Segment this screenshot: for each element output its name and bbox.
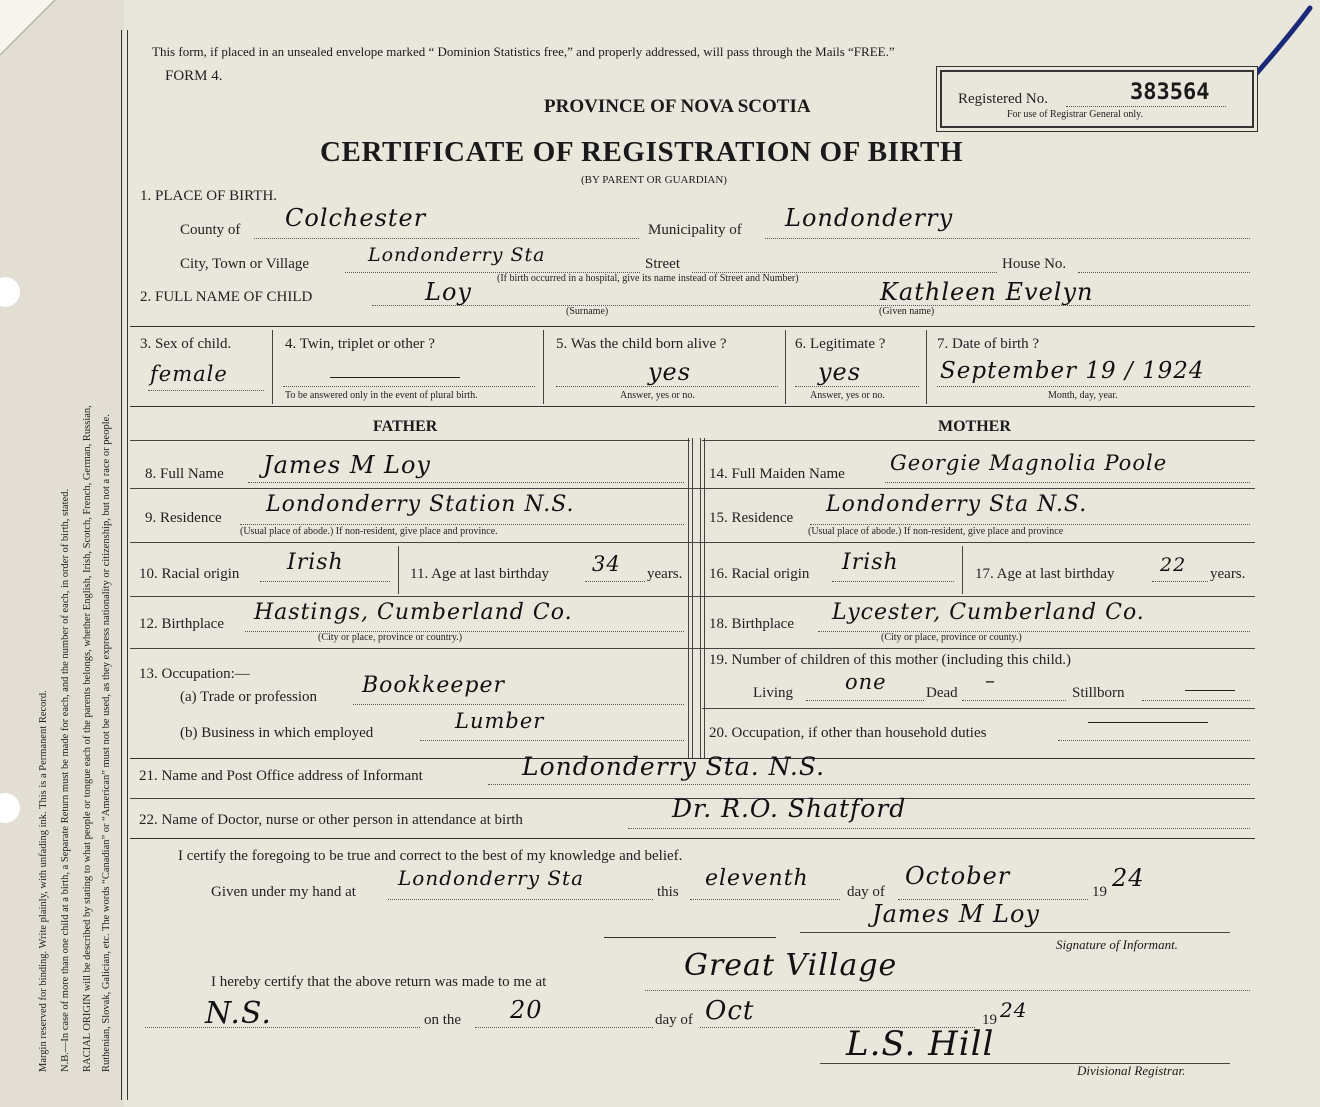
mother-racial-origin-value[interactable]: Irish [842, 550, 899, 575]
sex-line [148, 390, 264, 391]
father-racial-origin-line [260, 581, 390, 582]
doctor-line [628, 828, 1250, 829]
father-name-line [248, 482, 684, 483]
house-number-label: House No. [1002, 256, 1067, 272]
mother-heading: MOTHER [938, 418, 1011, 435]
given-place-value[interactable]: Londonderry Sta [398, 866, 585, 890]
dead-value[interactable]: – [985, 668, 996, 692]
father-birthplace-value[interactable]: Hastings, Cumberland Co. [254, 600, 573, 625]
city-label: City, Town or Village [180, 256, 310, 272]
house-number-line [1078, 272, 1250, 273]
given-place-line [388, 899, 653, 900]
margin-note-multiple-births: N.B.—In case of more than one child at a birth, a Separate Return must be made for each, and the number of each, in order of birth, stated. [60, 488, 71, 1072]
legitimate-line [795, 386, 919, 387]
informant-label: 21. Name and Post Office address of Informant [139, 768, 423, 784]
sex-label: 3. Sex of child. [140, 336, 232, 352]
mother-age-line [1152, 581, 1208, 582]
rule-below-racial [130, 596, 1255, 597]
hospital-note: (If birth occurred in a hospital, give its name instead of Street and Number) [497, 273, 799, 284]
rule-mother-children [702, 708, 1255, 709]
on-the-label: on the [424, 1012, 462, 1028]
father-name-label: 8. Full Name [145, 466, 224, 482]
father-name-value[interactable]: James M Loy [263, 451, 431, 479]
doctor-value[interactable]: Dr. R.O. Shatford [672, 794, 907, 823]
registrar-day-of-label: day of [655, 1012, 693, 1028]
margin-note-racial-origin-2: Ruthenian, Slovak, Galician, etc. The words “Canadian” or “American” must not be used, as they express nationality or citizenship, but not a race or people. [101, 414, 112, 1072]
mail-notice: This form, if placed in an unsealed envelope marked “ Dominion Statistics free,” and properly addressed, will pass through the Mails “FREE.” [152, 44, 895, 59]
legitimate-value[interactable]: yes [818, 358, 862, 386]
divider-father-racial-age [398, 546, 399, 594]
date-of-birth-label: 7. Date of birth ? [937, 336, 1040, 352]
twin-line [283, 386, 535, 387]
father-birthplace-line [245, 631, 684, 632]
father-residence-caption: (Usual place of abode.) If non-resident, give place and province. [240, 526, 498, 537]
margin-note-binding: Margin reserved for binding. Write plainly, with unfading ink. This is a Permanent Record. [38, 690, 49, 1072]
mother-occupation-line [1058, 740, 1250, 741]
child-name-label: 2. FULL NAME OF CHILD [140, 289, 313, 305]
registered-label: Registered No. [958, 91, 1048, 107]
mother-racial-origin-label: 16. Racial origin [709, 566, 810, 582]
registrar-signature: L.S. Hill [846, 1024, 995, 1064]
mother-residence-value[interactable]: Londonderry Sta N.S. [826, 492, 1088, 517]
mother-residence-line [810, 524, 1250, 525]
born-alive-caption: Answer, yes or no. [620, 390, 695, 401]
mother-birthplace-caption: (City or place, province or county.) [881, 632, 1022, 643]
living-line [806, 700, 924, 701]
street-label: Street [645, 256, 680, 272]
date-of-birth-caption: Month, day, year. [1048, 390, 1118, 401]
stillborn-line [1142, 700, 1250, 701]
date-of-birth-value[interactable]: September 19 / 1924 [940, 358, 1205, 384]
page-subtitle: (BY PARENT OR GUARDIAN) [581, 174, 727, 186]
day-line [690, 899, 840, 900]
surname-caption: (Surname) [566, 306, 609, 317]
mother-age-label: 17. Age at last birthday [975, 566, 1115, 582]
day-value[interactable]: eleventh [705, 866, 809, 891]
father-birthplace-label: 12. Birthplace [139, 616, 224, 632]
mother-age-unit: years. [1210, 566, 1246, 582]
county-line [254, 238, 639, 239]
registered-number: 383564 [1130, 80, 1210, 105]
rule-below-doctor [130, 838, 1255, 839]
twin-caption: To be answered only in the event of plural birth. [285, 390, 478, 401]
separator-rule [604, 937, 776, 938]
informant-signature-line [800, 932, 1230, 933]
rule-above-parents [130, 406, 1255, 407]
folded-corner-icon [0, 0, 60, 60]
registrar-place-line [645, 990, 1250, 991]
father-heading-rule [130, 440, 690, 441]
mother-residence-caption: (Usual place of abode.) If non-resident, give place and province [808, 526, 1064, 537]
business-line [420, 740, 684, 741]
registrar-day-value[interactable]: 20 [510, 996, 543, 1024]
registrar-province-value[interactable]: N.S. [205, 996, 272, 1031]
year-value[interactable]: 24 [1112, 864, 1145, 892]
county-label: County of [180, 222, 241, 238]
child-given-name-value[interactable]: Kathleen Evelyn [880, 278, 1094, 306]
registrar-province-line [145, 1027, 420, 1028]
father-racial-origin-label: 10. Racial origin [139, 566, 240, 582]
given-name-caption: (Given name) [879, 306, 935, 317]
father-residence-line [240, 524, 684, 525]
mother-occupation-dash [1088, 722, 1208, 723]
dead-line [962, 700, 1066, 701]
father-heading: FATHER [373, 418, 438, 435]
father-right-rule-1 [688, 438, 689, 758]
father-residence-value[interactable]: Londonderry Station N.S. [266, 492, 575, 517]
divider-legit-date [926, 330, 927, 404]
this-label: this [657, 884, 679, 900]
sex-value[interactable]: female [150, 362, 228, 386]
business-value[interactable]: Lumber [455, 709, 545, 733]
father-age-value[interactable]: 34 [592, 552, 621, 576]
year-printed: 19 [1092, 884, 1107, 900]
province-heading: PROVINCE OF NOVA SCOTIA [544, 96, 811, 117]
margin-note-racial-origin-1: RACIAL ORIGIN will be described by stating to what people or tongue each of the parents belongs, whether English, Irish, Scotch, French, German, Russian, [82, 405, 93, 1072]
legitimate-caption: Answer, yes or no. [810, 390, 885, 401]
informant-line [488, 784, 1250, 785]
business-label: (b) Business in which employed [180, 725, 374, 741]
registrar-place-value[interactable]: Great Village [684, 948, 898, 983]
father-age-label: 11. Age at last birthday [410, 566, 549, 582]
mother-age-value[interactable]: 22 [1160, 554, 1187, 576]
born-alive-line [556, 386, 778, 387]
born-alive-value[interactable]: yes [648, 358, 692, 386]
divider-sex-twin [272, 330, 273, 404]
father-right-rule-2 [692, 438, 693, 758]
father-residence-label: 9. Residence [145, 510, 222, 526]
registered-number-line [1066, 106, 1226, 107]
rule-below-birthplace [130, 648, 1255, 649]
children-count-label: 19. Number of children of this mother (including this child.) [709, 652, 1072, 668]
mother-heading-rule [702, 440, 1255, 441]
living-label: Living [753, 685, 793, 701]
municipality-label: Municipality of [648, 222, 742, 238]
mother-racial-origin-line [832, 581, 954, 582]
father-age-unit: years. [647, 566, 683, 582]
informant-signature: James M Loy [872, 900, 1040, 928]
month-value[interactable]: October [905, 862, 1011, 890]
page-title: CERTIFICATE OF REGISTRATION OF BIRTH [320, 136, 964, 168]
stillborn-dash [1185, 690, 1235, 691]
divisional-registrar-caption: Divisional Registrar. [1077, 1063, 1186, 1078]
registrar-statement: I hereby certify that the above return was made to me at [211, 974, 547, 990]
mother-birthplace-value[interactable]: Lycester, Cumberland Co. [832, 600, 1145, 625]
father-racial-origin-value[interactable]: Irish [287, 550, 344, 575]
born-alive-label: 5. Was the child born alive ? [556, 336, 727, 352]
rule-below-residence [130, 542, 1255, 543]
mother-birthplace-label: 18. Birthplace [709, 616, 794, 632]
divider-mother-racial-age [962, 546, 963, 594]
trade-line [353, 704, 684, 705]
registrar-year-printed: 19 [982, 1012, 997, 1028]
county-value[interactable]: Colchester [285, 204, 427, 232]
certification-statement: I certify the foregoing to be true and correct to the best of my knowledge and belief. [178, 848, 683, 864]
date-of-birth-line [937, 386, 1250, 387]
margin-rule-1 [121, 30, 122, 1100]
father-age-line [585, 581, 645, 582]
child-surname-value[interactable]: Loy [425, 278, 472, 306]
mother-occupation-label: 20. Occupation, if other than household duties [709, 725, 987, 741]
registrar-month-value[interactable]: Oct [705, 996, 755, 1026]
divider-alive-legit [785, 330, 786, 404]
twin-value-dash [330, 377, 460, 378]
mother-name-label: 14. Full Maiden Name [709, 466, 845, 482]
registered-note: For use of Registrar General only. [1007, 109, 1143, 120]
twin-label: 4. Twin, triplet or other ? [285, 336, 435, 352]
trade-label: (a) Trade or profession [180, 689, 318, 705]
given-under-label: Given under my hand at [211, 884, 356, 900]
dead-label: Dead [926, 685, 958, 701]
registrar-day-line [475, 1027, 653, 1028]
child-name-line [372, 305, 1250, 306]
legitimate-label: 6. Legitimate ? [795, 336, 886, 352]
father-birthplace-caption: (City or place, province or country.) [318, 632, 463, 643]
father-occupation-label: 13. Occupation:— [139, 666, 250, 682]
rule-below-names [130, 488, 1255, 489]
divider-twin-alive [543, 330, 544, 404]
place-of-birth-heading: 1. PLACE OF BIRTH. [140, 188, 278, 204]
mother-left-rule-1 [700, 438, 701, 758]
mother-name-line [885, 482, 1250, 483]
mother-name-value[interactable]: Georgie Magnolia Poole [890, 451, 1168, 475]
day-of-label: day of [847, 884, 885, 900]
trade-value[interactable]: Bookkeeper [362, 673, 505, 698]
margin-rule-2 [127, 30, 128, 1100]
city-value[interactable]: Londonderry Sta [368, 244, 546, 266]
informant-value[interactable]: Londonderry Sta. N.S. [522, 752, 826, 781]
mother-residence-label: 15. Residence [709, 510, 794, 526]
signature-of-informant-caption: Signature of Informant. [1056, 937, 1178, 952]
stillborn-label: Stillborn [1072, 685, 1125, 701]
form-number: FORM 4. [165, 68, 223, 84]
municipality-line [765, 238, 1250, 239]
doctor-label: 22. Name of Doctor, nurse or other person in attendance at birth [139, 812, 523, 828]
rule-above-sex-row [130, 326, 1255, 327]
municipality-value[interactable]: Londonderry [785, 204, 954, 232]
registrar-year-value[interactable]: 24 [1000, 998, 1028, 1022]
mother-left-rule-2 [704, 438, 705, 758]
living-value[interactable]: one [845, 670, 887, 694]
